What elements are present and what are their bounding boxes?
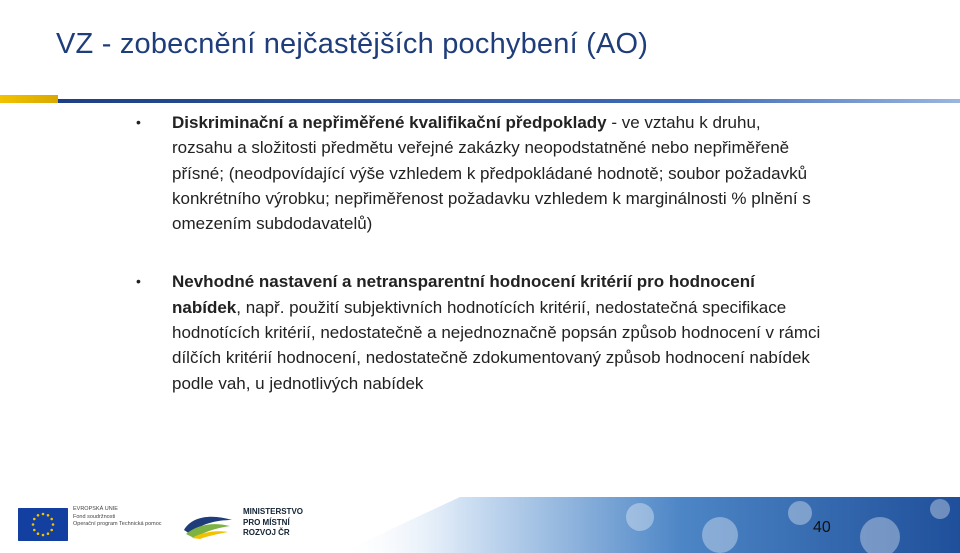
bullet-icon: •	[136, 273, 141, 290]
bullet-list	[132, 110, 822, 429]
eu-logo-text: EVROPSKÁ UNIE Fond soudržnosti Operační program Technická pomoc	[73, 506, 162, 527]
bullet-text: - ve vztahu k druhu, rozsahu a složitosti předmětu veřejné zakázky neopodstatněné nebo nepřiměřeně přísné; (neodpovídající výše vzhledem k předpokládané hodnotě; soubor požadavků konkrétního výrobku; nepřiměřenost požadavku vzhledem k marginálnosti % plnění s omezením subdodavatelů)	[172, 113, 811, 234]
title-accent-bar	[0, 95, 58, 103]
bullet-heading: Nevhodné nastavení a netransparentní hodnocení kritérií pro hodnocení nabídek	[172, 272, 755, 317]
bullet-heading: Diskriminační a nepřiměřené kvalifikační předpoklady	[172, 113, 607, 132]
list-item	[132, 269, 822, 395]
footer-decor-band	[340, 497, 960, 553]
page-number: 40	[813, 519, 831, 536]
slide-title: VZ - zobecnění nejčastějších pochybení (AO)	[56, 28, 649, 60]
bullet-icon: •	[136, 114, 141, 130]
bullet-text: , např. použití subjektivních hodnotících kritérií, nedostatečná specifikace hodnotících kritérií, nedostatečně a nejednoznačně popsán způsob hodnocení v rámci dílčích kritérií hodnocení, nedostatečně zdokumentovaný způsob hodnocení nabídek podle vah, u jednotlivých nabídek	[172, 297, 821, 393]
mmr-logo-text: MINISTERSTVO PRO MÍSTNÍ ROZVOJ ČR	[243, 507, 304, 537]
list-item	[132, 110, 822, 236]
mmr-logo-icon	[182, 512, 234, 540]
eu-flag-icon	[18, 508, 68, 541]
title-underline-bar	[58, 99, 960, 103]
